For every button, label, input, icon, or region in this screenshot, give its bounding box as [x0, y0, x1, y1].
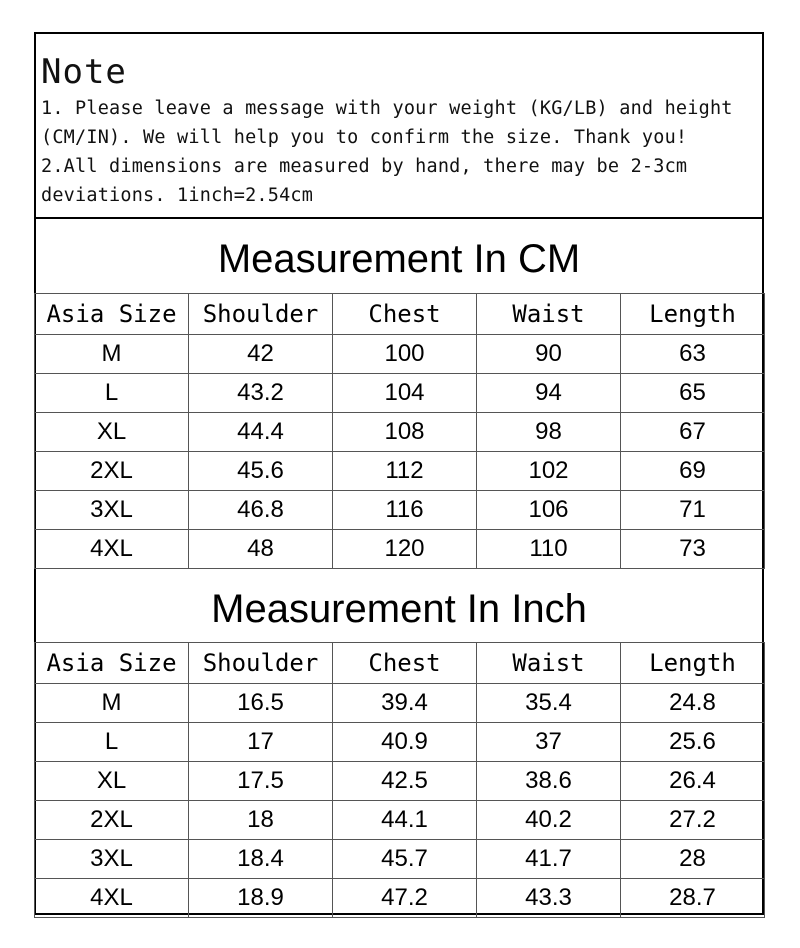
cell-chest: 47.2	[333, 879, 477, 918]
header-chest: Chest	[333, 643, 477, 684]
cell-waist: 94	[477, 374, 621, 413]
inch-table-title: Measurement In Inch	[211, 587, 587, 631]
cell-shoulder: 45.6	[189, 452, 333, 491]
note-line: deviations. 1inch=2.54cm	[41, 185, 314, 206]
cell-waist: 90	[477, 335, 621, 374]
header-asia-size: Asia Size	[35, 643, 189, 684]
cell-shoulder: 44.4	[189, 413, 333, 452]
cell-waist: 41.7	[477, 840, 621, 879]
header-length: Length	[621, 643, 765, 684]
table-row	[35, 840, 765, 879]
header-shoulder: Shoulder	[189, 643, 333, 684]
cell-size: M	[35, 684, 189, 723]
cell-length: 28.7	[621, 879, 765, 918]
cm-table-body	[35, 335, 765, 569]
cell-length: 69	[621, 452, 765, 491]
cell-length: 25.6	[621, 723, 765, 762]
cell-shoulder: 18.9	[189, 879, 333, 918]
cm-table-title: Measurement In CM	[217, 237, 581, 281]
cell-waist: 38.6	[477, 762, 621, 801]
cell-length: 63	[621, 335, 765, 374]
header-waist: Waist	[477, 643, 621, 684]
table-row	[35, 762, 765, 801]
table-row	[35, 723, 765, 762]
cell-length: 65	[621, 374, 765, 413]
cell-shoulder: 18	[189, 801, 333, 840]
cell-waist: 37	[477, 723, 621, 762]
cell-chest: 39.4	[333, 684, 477, 723]
cell-length: 67	[621, 413, 765, 452]
cell-size: L	[35, 374, 189, 413]
table-row	[35, 335, 765, 374]
table-row	[35, 684, 765, 723]
cell-shoulder: 18.4	[189, 840, 333, 879]
header-waist: Waist	[477, 294, 621, 335]
cell-size: 4XL	[35, 530, 189, 569]
header-length: Length	[621, 294, 765, 335]
header-shoulder: Shoulder	[189, 294, 333, 335]
cell-shoulder: 17.5	[189, 762, 333, 801]
note-line: 1. Please leave a message with your weight (KG/LB) and height	[41, 98, 733, 119]
cell-shoulder: 17	[189, 723, 333, 762]
table-row	[35, 879, 765, 918]
cell-waist: 43.3	[477, 879, 621, 918]
cell-size: 2XL	[35, 452, 189, 491]
cell-shoulder: 46.8	[189, 491, 333, 530]
cell-shoulder: 42	[189, 335, 333, 374]
header-asia-size: Asia Size	[35, 294, 189, 335]
cell-chest: 44.1	[333, 801, 477, 840]
cell-size: L	[35, 723, 189, 762]
cell-size: 2XL	[35, 801, 189, 840]
cell-length: 28	[621, 840, 765, 879]
cell-shoulder: 16.5	[189, 684, 333, 723]
cell-size: XL	[35, 413, 189, 452]
cell-chest: 42.5	[333, 762, 477, 801]
cell-size: 4XL	[35, 879, 189, 918]
cell-shoulder: 48	[189, 530, 333, 569]
cell-length: 24.8	[621, 684, 765, 723]
table-row	[35, 491, 765, 530]
cell-length: 26.4	[621, 762, 765, 801]
size-chart-frame	[34, 32, 764, 915]
cell-chest: 45.7	[333, 840, 477, 879]
header-chest: Chest	[333, 294, 477, 335]
note-title: Note	[41, 52, 127, 92]
cell-chest: 112	[333, 452, 477, 491]
cell-chest: 120	[333, 530, 477, 569]
cell-size: 3XL	[35, 491, 189, 530]
cell-size: M	[35, 335, 189, 374]
note-line: (CM/IN). We will help you to confirm the size. Thank you!	[41, 127, 688, 148]
cell-waist: 98	[477, 413, 621, 452]
cell-waist: 40.2	[477, 801, 621, 840]
table-row	[35, 530, 765, 569]
cell-waist: 35.4	[477, 684, 621, 723]
table-row	[35, 374, 765, 413]
note-section	[36, 34, 762, 219]
table-header-row	[35, 294, 765, 335]
cell-chest: 100	[333, 335, 477, 374]
table-row	[35, 413, 765, 452]
cell-chest: 108	[333, 413, 477, 452]
cell-waist: 102	[477, 452, 621, 491]
cm-size-table	[34, 293, 765, 569]
inch-table-body	[35, 684, 765, 918]
cell-size: XL	[35, 762, 189, 801]
table-header-row	[35, 643, 765, 684]
inch-size-table	[34, 642, 765, 918]
cell-chest: 104	[333, 374, 477, 413]
cell-length: 73	[621, 530, 765, 569]
table-row	[35, 801, 765, 840]
table-row	[35, 452, 765, 491]
cell-size: 3XL	[35, 840, 189, 879]
cell-chest: 116	[333, 491, 477, 530]
cell-length: 27.2	[621, 801, 765, 840]
cell-shoulder: 43.2	[189, 374, 333, 413]
cell-length: 71	[621, 491, 765, 530]
note-line: 2.All dimensions are measured by hand, there may be 2-3cm	[41, 156, 688, 177]
cell-chest: 40.9	[333, 723, 477, 762]
cell-waist: 106	[477, 491, 621, 530]
cell-waist: 110	[477, 530, 621, 569]
